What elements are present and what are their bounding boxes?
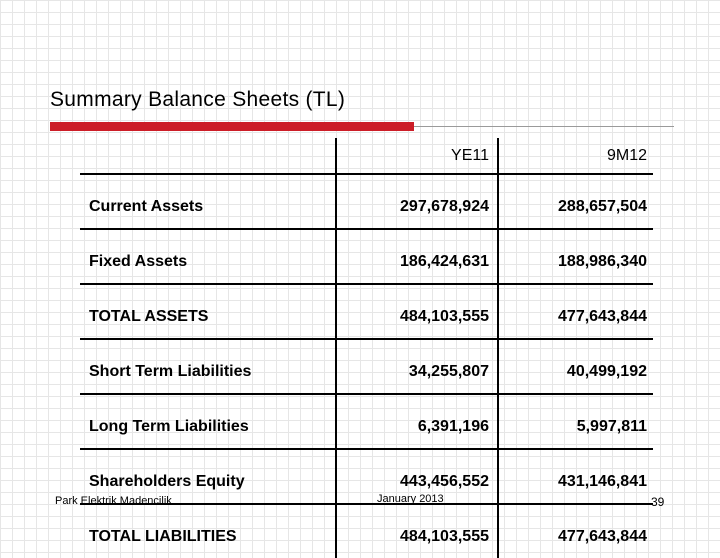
row-label: TOTAL LIABILITIES bbox=[89, 527, 237, 545]
row-9m12-value: 477,643,844 bbox=[498, 284, 653, 339]
row-label: Short Term Liabilities bbox=[80, 339, 336, 394]
row-label: TOTAL ASSETS bbox=[80, 284, 336, 339]
table-row bbox=[80, 229, 653, 284]
row-ye11-value: 484,103,555 bbox=[336, 284, 498, 339]
row-label: Long Term Liabilities bbox=[80, 394, 336, 449]
row-9m12-value: 5,997,811 bbox=[498, 394, 653, 449]
table-row bbox=[80, 394, 653, 449]
table-row bbox=[80, 504, 653, 558]
footer-date: January 2013 bbox=[377, 493, 444, 505]
table-row bbox=[80, 174, 653, 229]
row-9m12-value: 288,657,504 bbox=[498, 174, 653, 229]
row-ye11-value: 6,391,196 bbox=[336, 394, 498, 449]
table-row bbox=[80, 284, 653, 339]
row-ye11-value: 34,255,807 bbox=[336, 339, 498, 394]
row-9m12-value: 477,643,844 bbox=[558, 527, 647, 545]
table-header-row bbox=[80, 138, 653, 174]
row-ye11-value: 484,103,555 bbox=[336, 504, 498, 558]
row-9m12-value: 431,146,841 bbox=[498, 449, 653, 504]
header-9m12: 9M12 bbox=[498, 138, 653, 174]
title-divider bbox=[414, 126, 674, 127]
row-9m12-value: 188,986,340 bbox=[498, 229, 653, 284]
row-ye11-value: 443,456,552 bbox=[336, 449, 498, 504]
footer-company: Park Elektrik Madencilik bbox=[55, 495, 172, 507]
title-accent-bar bbox=[50, 122, 414, 131]
row-ye11-value: 186,424,631 bbox=[336, 229, 498, 284]
footer-page-number: 39 bbox=[651, 495, 665, 509]
row-9m12-value: 40,499,192 bbox=[498, 339, 653, 394]
page-title: Summary Balance Sheets (TL) bbox=[50, 88, 346, 111]
header-ye11: YE11 bbox=[336, 138, 498, 174]
table-row bbox=[80, 339, 653, 394]
row-label: Current Assets bbox=[80, 174, 336, 229]
row-label: Shareholders Equity bbox=[80, 449, 336, 504]
row-label: Fixed Assets bbox=[80, 229, 336, 284]
row-ye11-value: 297,678,924 bbox=[336, 174, 498, 229]
header-label-cell bbox=[80, 138, 336, 174]
